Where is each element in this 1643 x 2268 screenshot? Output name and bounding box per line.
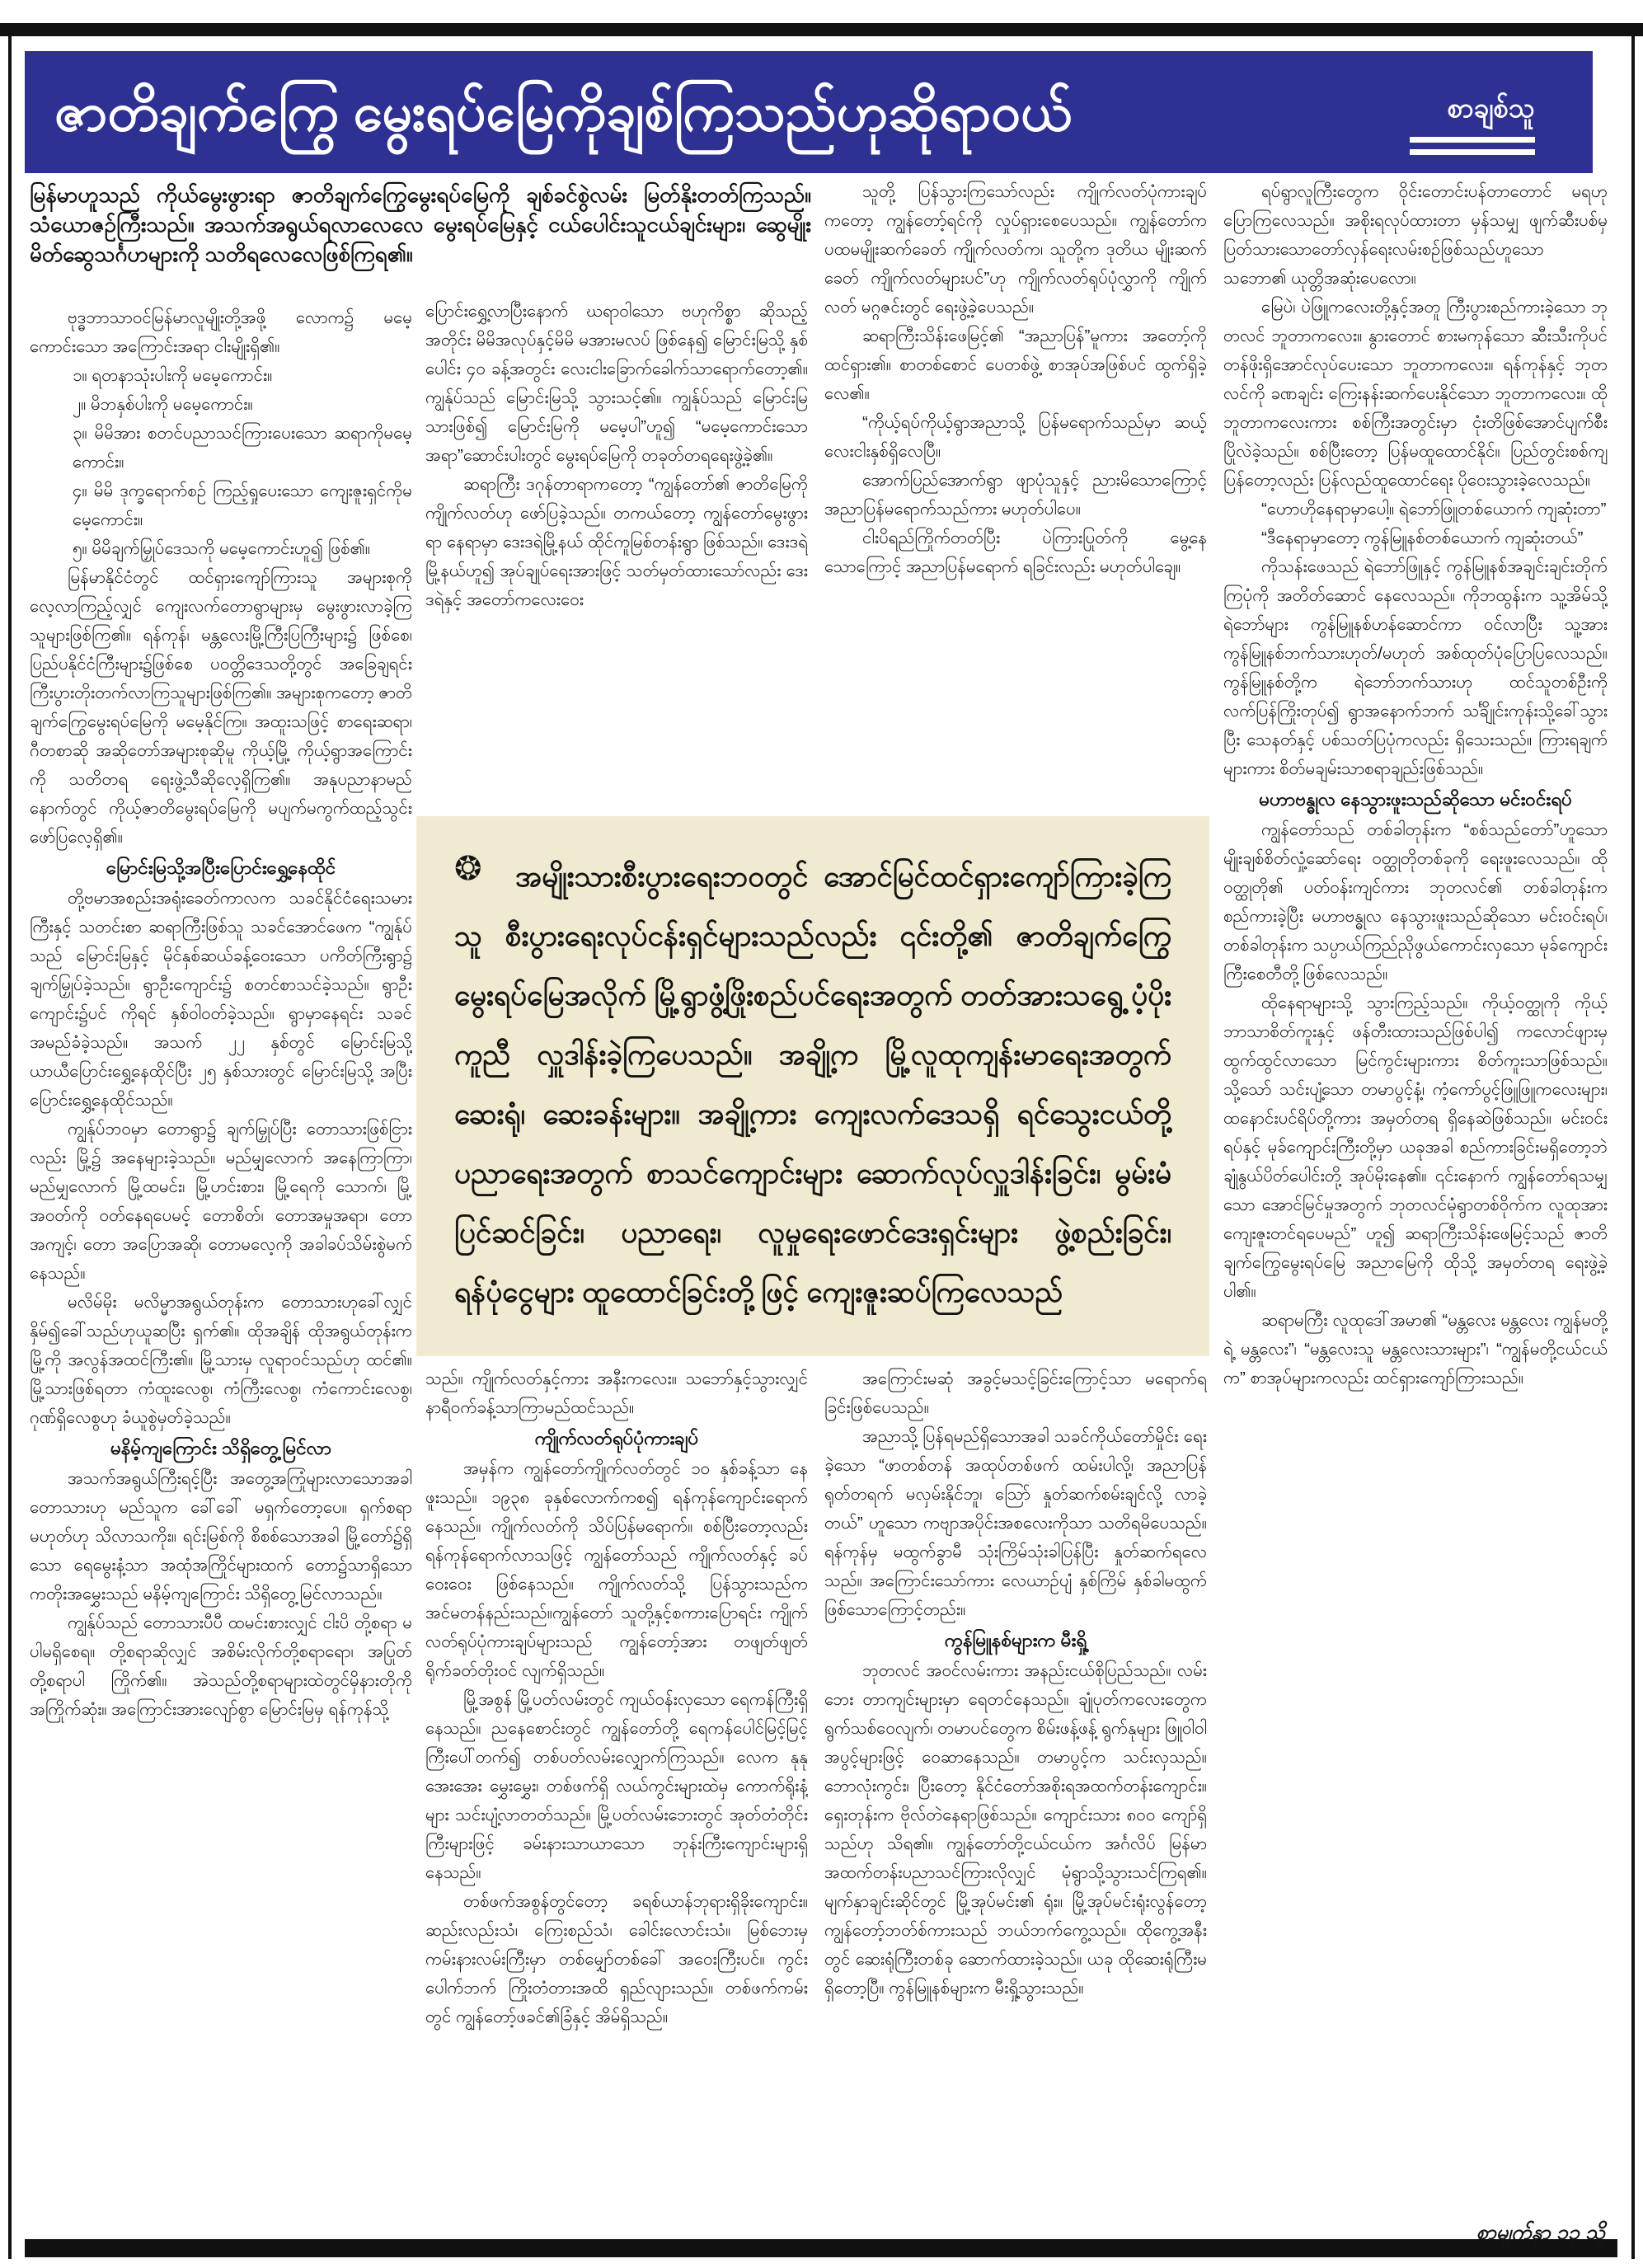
section-heading: မဟာဗန္ဓုလ နေသွားဖူးသည်ဆိုသော မင်းဝင်းရပ်	[1259, 789, 1572, 810]
column-2-lower	[425, 1364, 808, 2234]
section-heading: ကျိုက်လတ်ရုပ်ပုံကားချပ်	[534, 1428, 699, 1449]
paragraph: ကိုသန်းဖေသည် ရဲဘော်ဖြူနှင့် ကွန်မြူနစ်အချင်းချင်းတိုက်ကြပုံကို အတိတ်ဆောင် နေလေသည်။ ကိုဘထွန်းက သူ့အိမ်သို့ ရဲဘော်များ ကွန်မြူနစ်ဟန်ဆောင်ကာ ဝင်လာပြီး သူ့အား ကွန်မြူနစ်ဘက်သားဟုတ်/မဟုတ် အစ်ထုတ်ပုံပြောပြလေသည်။ ကွန်မြူနစ်တို့က ရဲဘော်ဘက်သားဟု ထင်သူတစ်ဦးကို လက်ပြန်ကြိုးတုပ်၍ ရွာအနောက်ဘက် သင်္ချိုင်းကုန်းသို့ခေါ်သွားပြီး သေနတ်နှင့် ပစ်သတ်ပြပုံကလည်း ရှိသေးသည်။ ကြားရချက်များကား စိတ်မချမ်းသာစရာချည်းဖြစ်သည်။	[1223, 557, 1608, 778]
paragraph: အညာသို့ ပြန်ရမည်ရှိသောအခါ သခင်ကိုယ်တော်မှိုင်း ရေးခဲ့သော “ဖာတစ်တန် အထုပ်တစ်ဖက် ထမ်းပါလို့၊ အညာပြန် ရုတ်တရက် မလှမ်းနိုင်ဘူ၊ သြော် နှုတ်ဆက်စမ်းချင်လို့ လာခဲ့တယ်” ဟူသော ကဗျာအပိုင်းအစလေးကိုသာ သတိရမိပေသည်။ ရန်ကုန်မှ မထွက်ခွာမီ သုံးကြိမ်သုံးခါပြန်ပြီး နှုတ်ဆက်ရလေသည်။ အကြောင်းသော်ကား လေယာဉ်ပျံ နှစ်ကြိမ် နှစ်ခါမထွက်ဖြစ်သောကြောင့်တည်း။	[824, 1427, 1207, 1619]
pull-quote-text	[454, 848, 1171, 1322]
paragraph: အမှန်က ကျွန်တော်ကျိုက်လတ်တွင် ၁၀ နှစ်ခန့်သာ နေဖူးသည်။ ၁၉၃၈ ခုနှစ်လောက်ကစ၍ ရန်ကုန်ကျောင်းရောက်နေသည်။ ကျိုက်လတ်ကို သိပ်ပြန်မရောက်။ စစ်ပြီးတော့လည်း ရန်ကုန်ရောက်လာသဖြင့် ကျွန်တော်သည် ကျိုက်လတ်နှင့် ခပ်ဝေးဝေး ဖြစ်နေသည်။ ကျိုက်လတ်သို့ ပြန်သွားသည်က အင်မတန်နည်းသည်။ကျွန်တော် သူတို့နှင့်စကားပြောရင်း ကျိုက်လတ်ရုပ်ပုံကားချပ်များသည် ကျွန်တော့်အား တဖျတ်ဖျတ်ရိုက်ခတ်တိုးဝင် လျက်ရှိသည်။	[425, 1459, 808, 1680]
section-heading: မနိမ့်ကျကြောင်း သိရှိတွေ့မြင်လာ	[110, 1438, 332, 1458]
byline: စာချစ်သူ	[1447, 92, 1535, 123]
list-item: ၄။ မိမိ ဒုက္ခရောက်စဉ် ကြည့်ရှုပေးသော ကျေးဇူးရှင်ကိုမမေ့ကောင်း။	[73, 481, 412, 529]
column-1	[30, 303, 412, 2233]
list-item: ၅။ မိမိချက်မြှုပ်ဒေသကို မမေ့ကောင်းဟူ၍ ဖြစ်၏။	[73, 539, 371, 558]
left-rule	[8, 36, 12, 2259]
paragraph: မလိမ်မိုး မလိမ္မာအရွယ်တုန်းက တောသားဟုခေါ်လျှင် နှိမ်၍ခေါ်သည်ဟုယူဆပြီး ရှက်၏။ ထိုအချိန် ထိုအရွယ်တုန်းက မြို့ကို အလွန်အထင်ကြီး၏။ မြို့သားမှ လူရာဝင်သည်ဟု ထင်၏။ မြို့သားဖြစ်ရတာ ကံထူးလေစွ၊ ကံကြီးလေစွ၊ ကံကောင်းလေစွ၊ ဂုဏ်ရှိလေစွဟု ခံယူစွဲမှတ်ခဲ့သည်။	[30, 1293, 412, 1427]
right-rule	[1631, 36, 1635, 2259]
paragraph: ငါးပိရည်ကြိုက်တတ်ပြီး ပဲကြားပြုတ်ကို မွေ့နေသောကြောင့် အညာပြန်မရောက် ရခြင်းလည်း မဟုတ်ပါချေ။	[824, 528, 1207, 576]
flower-bullet-icon: ❂	[454, 851, 482, 887]
list-item: ၃။ မိမိအား စတင်ပညာသင်ကြားပေးသော ဆရာကိုမမေ့ကောင်း။	[73, 424, 412, 472]
paragraph: ဘုတလင် အဝင်လမ်းကား အနည်းငယ်စိုပြည်သည်။ လမ်းဘေး တာကျင်းများမှာ ရေတင်နေသည်။ ချုံပုတ်ကလေးတွေက ရွက်သစ်ဝေလျက်၊ တမာပင်တွေက စိမ်းဖန့်ဖန့် ရွက်နုများ ဖြူဝါဝါအပွင့်များဖြင့် ဝေဆာနေသည်။ တမာပွင့်က သင်းလှသည်။ ဘောလုံးကွင်း၊ ပြီးတော့ နိုင်ငံတော်အစိုးရအထက်တန်းကျောင်း။ ရှေးတုန်းက ဗိုလ်တဲနေရာဖြစ်သည်။ ကျောင်းသား ၈၀၀ ကျော်ရှိသည်ဟု သိရ၏။ ကျွန်တော်တို့ငယ်ငယ်က အင်္ဂလိပ် မြန်မာအထက်တန်းပညာသင်ကြားလိုလျှင် မုံရွာသို့သွားသင်ကြရ၏။ မျက်နှာချင်းဆိုင်တွင် မြို့အုပ်မင်း၏ ရုံး။ မြို့အုပ်မင်းရုံးလွန်တော့ ကျွန်တော့်ဘတ်စ်ကားသည် ဘယ်ဘက်ကွေ့သည်။ ထိုကွေ့အနီးတွင် ဆေးရုံကြီးတစ်ခု ဆောက်ထားခဲ့သည်။ ယခု ထိုဆေးရုံကြီးမရှိတော့ပြီ။ ကွန်မြူနစ်များက မီးရှို့သွားသည်။	[824, 1661, 1207, 1998]
paragraph: သည်။ ကျိုက်လတ်နှင့်ကား အနီးကလေး။ သဘော်နှင့်သွားလျှင် နာရီဝက်ခန့်သာကြာမည်ထင်သည်။	[425, 1369, 808, 1417]
paragraph: အကြောင်းမဆုံ အခွင့်မသင့်ခြင်းကြောင့်သာ မရောက်ရခြင်းဖြစ်ပေသည်။	[824, 1369, 1207, 1417]
header-banner	[25, 51, 1593, 173]
paragraph: တို့ဗမာအစည်းအရုံးခေတ်ကာလက သခင်နိုင်ငံရေးသမားကြီးနှင့် သတင်းစာ ဆရာကြီးဖြစ်သူ သခင်အောင်ဖေက “ကျွန်ုပ်သည် မြောင်းမြနှင့် မိုင်နှစ်ဆယ်ခန့်ဝေးသော ပကိတ်ကြီးရွာ၌ ချက်မြှုပ်ခဲ့သည်။ ရွာဦးကျောင်း၌ စတင်စာသင်ခဲ့သည်။ ရွာဦးကျောင်း၌ပင် ကိုရင် နှစ်ဝါဝတ်ခဲ့သည်။ ရွာမှာနေရင်း သခင်အမည်ခံခဲ့သည်။ အသက် ၂၂ နှစ်တွင် မြောင်းမြသို့ ယာယီပြောင်းရွှေ့နေထိုင်ပြီး ၂၅ နှစ်သားတွင် မြောင်းမြသို့ အပြီးပြောင်းရွှေ့နေထိုင်သည်။	[30, 889, 412, 1110]
paragraph: ဆရာကြီးသိန်းဖေမြင့်၏ “အညာပြန်”မူကား အတော့်ကို ထင်ရှား၏။ စာတစ်စောင် ပေတစ်ဖွဲ့ စာအုပ်အဖြစ်ပင် ထွက်ရှိခဲ့လေ၏။	[824, 326, 1207, 403]
paragraph: ဗုဒ္ဓဘာသာဝင်မြန်မာလူမျိုးတို့အဖို့ လောက၌ မမေ့ကောင်းသော အကြောင်းအရာ ငါးမျိုးရှိ၏။	[30, 308, 412, 356]
list-item: ၂။ မိဘနှစ်ပါးကို မမေ့ကောင်း။	[73, 395, 253, 414]
column-3-upper	[824, 177, 1207, 808]
paragraph: ကျွန်တော်သည် တစ်ခါတုန်းက “စစ်သည်တော်”ဟူသော မျိုးချစ်စိတ်လှုံ့ဆော်ရေး ဝတ္ထုတိုတစ်ခုကို ရေးဖူးလေသည်။ ထိုဝတ္ထုတို၏ ပတ်ဝန်းကျင်ကား ဘုတလင်၏ တစ်ခါတုန်းက စည်ကားခဲ့ပြီး မဟာဗန္ဓုလ နေသွားဖူးသည်ဆိုသော မင်းဝင်းရပ်၊ တစ်ခါတုန်းက သပ္ပာယ်ကြည်ညိုဖွယ်ကောင်းလှသော မုခ်ကျောင်းကြီးစေတီတို့ဖြစ်လေသည်။	[1223, 820, 1608, 984]
byline-underline-bottom	[1410, 149, 1535, 155]
paragraph: မြန်မာနိုင်ငံတွင် ထင်ရှားကျော်ကြားသူ အများစုကို လေ့လာကြည့်လျှင် ကျေးလက်တောရွာများမှ မွေးဖွားလာခဲ့ကြသူများဖြစ်ကြ၏။ ရန်ကုန်၊ မန္တလေးမြို့ကြီးပြကြီးများ၌ ဖြစ်စေ၊ ပြည်ပနိုင်ငံကြီးများ၌ဖြစ်စေ ပဝတ္တိဒေသတို့တွင် အခြေချရင်း ကြီးပွားတိုးတက်လာကြသူများဖြစ်ကြ၏။ အများစုကတော့ ဇာတိချက်ကြွေမွေးရပ်မြေကို မမေ့နိုင်ကြ။ အထူးသဖြင့် စာရေးဆရာ၊ ဂီတစာဆို အဆိုတော်အများစုဆိုမူ ကိုယ့်မြို့ ကိုယ့်ရွာအကြောင်းကို သတိတရ ရေးဖွဲ့သီဆိုလေ့ရှိကြ၏။ အနုပညာနာမည်နောက်တွင် ကိုယ့်ဇာတိမွေးရပ်မြေကို မပျက်မကွက်ထည့်သွင်းဖော်ပြလေ့ရှိ၏။	[30, 568, 412, 847]
paragraph: ထိုနေရာများသို့ သွားကြည့်သည်။ ကိုယ့်ဝတ္ထုကို ကိုယ့်ဘာသာစိတ်ကူးနှင့် ဖန်တီးထားသည်ဖြစ်ပါ၍ ကလောင်ဖျားမှ ထွက်ထွင်လာသော မြင်ကွင်းများကား စိတ်ကူးသာဖြစ်သည်။ သို့သော် သင်းပျံ့သော တမာပွင့်နံ့၊ ကံ့ကော်ပွင့်ဖြူဖြူကလေးများ၊ ထနောင်းပင်ရိပ်တို့ကား အမှတ်တရ ရှိနေဆဲဖြစ်သည်။ မင်းဝင်းရပ်နှင့် မုခ်ကျောင်းကြီးတို့မှာ ယခုအခါ စည်ကားခြင်းမရှိတော့ဘဲ ချုံနွယ်ပိတ်ပေါင်းတို့ အုပ်မိုးနေ၏။ ၎င်းနောက် ကျွန်တော်ရသမျှသော အောင်မြင်မှုအတွက် ဘုတလင်မုံရွာတစ်ဝိုက်က လူထုအား ကျေးဇူးတင်ရပေမည်” ဟူ၍ ဆရာကြီးသိန်းဖေမြင့်သည် ဇာတိချက်ကြွေမွေးရပ်မြေ အညာမြေကို ထိုသို့ အမှတ်တရ ရေးဖွဲ့ခဲ့ပါ၏။	[1223, 993, 1608, 1301]
page-title: ဇာတိချက်ကြွေ မွေးရပ်မြေကိုချစ်ကြသည်ဟုဆိုရာဝယ်	[54, 82, 1073, 142]
paragraph: ကျွန်ုပ်ဘဝမှာ တောရွာ၌ ချက်မြှုပ်ပြီး တောသားဖြစ်ငြားလည်း မြို့၌ အနေများခဲ့သည်။ မည်မျှလောက် အနေကြာကြာ၊ မည်မျှလောက် မြို့ထမင်း၊ မြို့ဟင်းစား၊ မြို့ရေကို သောက်၊ မြို့အဝတ်ကို ဝတ်နေရပေမင့် တောစိတ်၊ တောအမှုအရာ၊ တောအကျင့်၊ တော အပြောအဆို၊ တောမလေ့ကို အခါခပ်သိမ်းစွဲမက်နေသည်။	[30, 1120, 412, 1283]
paragraph: “ကိုယ့်ရပ်ကိုယ့်ရွာအညာသို့ ပြန်မရောက်သည်မှာ ဆယ့်လေးငါးနှစ်ရှိလေပြီ။	[824, 413, 1207, 461]
column-4	[1223, 177, 1608, 2189]
paragraph: မြေပဲ၊ ပဲဖြူကလေးတို့နှင့်အတူ ကြီးပွားစည်ကားခဲ့သော ဘုတလင် ဘူတာကလေး။ နွားတောင် စားမကုန်သော ဆီးသီးကိုပင် တန်ဖိုးရှိအောင်လုပ်ပေးသော ဘူတာကလေး။ ရန်ကုန်နှင့် ဘုတလင်ကို ခဏချင်း ကြေးနန်းဆက်ပေးနိုင်သော ဘူတာကလေး။ ထိုဘူတာကလေးကား စစ်ကြီးအတွင်းမှာ ငုံးတိဖြစ်အောင်ပျက်စီးပြိုလဲခဲ့သည်။ စစ်ပြီးတော့ ပြန်မထူထောင်နိုင်။ ပြည်တွင်းစစ်ကျပြန်တော့လည်း ပြန်လည်ထူထောင်ရေး ပိုဝေးသွားခဲ့လေသည်။	[1223, 298, 1608, 490]
section-heading: မြောင်းမြသို့အပြီးပြောင်းရွှေ့နေထိုင်	[106, 857, 336, 878]
paragraph: ကျွန်ုပ်သည် တောသားပီပီ ထမင်းစားလျှင် ငါးပိ တို့စရာ မပါမရှိစေရ။ တို့စရာဆိုလျှင် အစိမ်းလိုက်တို့စရာရော၊ အပြုတ်တို့စရာပါ ကြိုက်၏။ အဲသည်တို့စရာများထဲတွင်မှိနားတိုကို အကြိုက်ဆုံး။ အကြောင်းအားလျော်စွာ မြောင်းမြမှ ရန်ကုန်သို့	[30, 1613, 412, 1719]
continued-on-page-note: စာမျက်နှာ ၁၃ သို့	[1476, 2221, 1605, 2244]
section-heading: ကွန်မြူနစ်များက မီးရှို့	[944, 1630, 1087, 1651]
paragraph: အောက်ပြည်အောက်ရွာ ဖျာပုံသူနှင့် ညားမိသောကြောင့် အညာပြန်မရောက်သည်ကား မဟုတ်ပါပေ။	[824, 471, 1207, 519]
paragraph: ရပ်ရွာလူကြီးတွေက ဝိုင်းတောင်းပန်တာတောင် မရဟု ပြောကြလေသည်။ အစိုးရလုပ်ထားတာ မှန်သမျှ ဖျက်ဆီးပစ်မှ ပြတ်သားသောတော်လှန်ရေးလမ်းစဉ်ဖြစ်သည်ဟူသော သဘော၏ ယုတ္တိအဆုံးပေလော။	[1223, 182, 1608, 288]
pull-quote-box	[416, 816, 1209, 1356]
paragraph: မြို့အစွန် မြို့ပတ်လမ်းတွင် ကျယ်ဝန်းလှသော ရေကန်ကြီးရှိနေသည်။ ညနေစောင်းတွင် ကျွန်တော်တို့ ရေကန်ပေါင်မြင့်မြင့်ကြီးပေါ်တက်၍ တစ်ပတ်လမ်းလျှောက်ကြသည်။ လေက နုနုအေးအေး မွှေးမွှေး၊ တစ်ဖက်ရှိ လယ်ကွင်းများထဲမှ ကောက်ရိုးနံ့များ သင်းပျံ့လာတတ်သည်။ မြို့ပတ်လမ်းဘေးတွင် အုတ်တံတိုင်းကြီးများဖြင့် ခမ်းနားသာယာသော ဘုန်းကြီးကျောင်းများရှိနေသည်။	[425, 1690, 808, 1882]
byline-underline-top	[1410, 137, 1535, 143]
paragraph: “ဟောဟိုနေရာမှာပေါ့။ ရဲဘော်ဖြူတစ်ယောက် ကျဆုံးတာ”	[1261, 500, 1607, 519]
paragraph: “ဒီနေရာမှာတော့ ကွန်မြူနစ်တစ်ယောက် ကျဆုံးတယ်”	[1261, 528, 1584, 547]
bottom-rule	[25, 2239, 1617, 2257]
intro-paragraph: မြန်မာဟူသည် ကိုယ်မွေးဖွားရာ ဇာတိချက်ကြွေမွေးရပ်မြေကို ချစ်ခင်စွဲလမ်း မြတ်နိုးတတ်ကြသည်။ သံယောဇဉ်ကြီးသည်။ အသက်အရွယ်ရလာလေလေ မွေးရပ်မြေနှင့် ငယ်ပေါင်းသူငယ်ချင်းများ၊ ဆွေမျိုး မိတ်ဆွေသင်္ဂဟများကို သတိရလေလေဖြစ်ကြရ၏။	[30, 182, 811, 266]
paragraph: ဆရာမကြီး လူထုဒေါ်အမာ၏ “မန္တလေး မန္တလေး ကျွန်မတို့ရဲ့ မန္တလေး”၊ “မန္တလေးသူ မန္တလေးသားများ”၊ “ကျွန်မတို့ငယ်ငယ်က” စာအုပ်များကလည်း ထင်ရှားကျော်ကြားသည်။	[1223, 1311, 1608, 1388]
column-3-lower	[824, 1364, 1207, 2234]
column-2-upper	[425, 297, 808, 808]
paragraph: ပြောင်းရွှေ့လာပြီးနောက် ဃရာဝါသော ဗဟုကိစ္စာ ဆိုသည့်အတိုင်း မိမိအလုပ်နှင့်မိမိ မအားမလပ် ဖြစ်နေ၍ မြောင်းမြသို့ နှစ်ပေါင်း ၄၀ ခန့်အတွင်း လေးငါးခြောက်ခေါက်သာရောက်တော့၏။ ကျွန်ုပ်သည် မြောင်းမြသို့ သွားသင့်၏။ ကျွန်ုပ်သည် မြောင်းမြသားဖြစ်၍ မြောင်းမြကို မမေ့ပါ”ဟူ၍ “မမေ့ကောင်းသောအရာ”ဆောင်းပါးတွင် မွေးရပ်မြေကို တခုတ်တရရေးဖွဲ့ခဲ့၏။	[425, 302, 808, 465]
top-rule	[0, 23, 1643, 36]
paragraph: သူတို့ ပြန်သွားကြသော်လည်း ကျိုက်လတ်ပုံကားချပ်ကတော့ ကျွန်တော့်ရင်ကို လှုပ်ရှားစေပေသည်။ ကျွန်တော်က ပထမမျိုးဆက်ခေတ် ကျိုက်လတ်က၊ သူတို့က ဒုတိယ မျိုးဆက်ခေတ် ကျိုက်လတ်များပင်”ဟု ကျိုက်လတ်ရုပ်ပုံလွှာကို ကျိုက်လတ် မဂ္ဂဇင်းတွင် ရေးဖွဲ့ခဲ့ပေသည်။	[824, 182, 1207, 317]
paragraph: တစ်ဖက်အစွန်တွင်တော့ ခရစ်ယာန်ဘုရားရှိခိုးကျောင်း။ ဆည်းလည်းသံ၊ ကြေးစည်သံ၊ ခေါင်းလောင်းသံ။ မြစ်ဘေးမှ ကမ်းနားလမ်းကြီးမှာ တစ်မျှော်တစ်ခေါ် အဝေးကြီးပင်။ ကွင်းပေါက်ဘက် ကြိုးတံတားအထိ ရှည်လျားသည်။ တစ်ဖက်ကမ်းတွင် ကျွန်တော့်ဖခင်၏ခြံနှင့် အိမ်ရှိသည်။	[425, 1892, 808, 2026]
paragraph: အသက်အရွယ်ကြီးရင့်ပြီး အတွေ့အကြုံများလာသောအခါ တောသားဟု မည်သူက ခေါ်ခေါ် မရှက်တော့ပေ။ ရှက်စရာမဟုတ်ဟု သိလာသကိုး။ ရင်းမြစ်ကို စိစစ်သောအခါ မြို့တော်၌ရှိသော ရေမွေးနံ့သာ အထုံအကြိုင်များထက် တော၌သာရှိသော ကတိုးအမွှေးသည် မနိမ့်ကျကြောင်း သိရှိတွေ့မြင်လာသည်။	[30, 1469, 412, 1604]
paragraph: ဆရာကြီး ဒဂုန်တာရာကတော့ “ကျွန်တော်၏ ဇာတိမြေကို ကျိုက်လတ်ဟု ဖော်ပြခဲ့သည်။ တကယ်တော့ ကျွန်တော်မွေးဖွားရာ နေရာမှာ ဒေးဒရဲမြို့နယ် ထိုင်ကူမြစ်တန်းရွာ ဖြစ်သည်။ ဒေးဒရဲမြို့နယ်ဟူ၍ အုပ်ချုပ်ရေးအားဖြင့် သတ်မှတ်ထားသော်လည်း ဒေးဒရဲနှင့် အတော်ကလေးဝေး	[425, 475, 808, 609]
pull-quote-body: အမျိုးသားစီးပွားရေးဘဝတွင် အောင်မြင်ထင်ရှားကျော်ကြားခဲ့ကြသူ စီးပွားရေးလုပ်ငန်းရှင်များသည်လည်း ၎င်းတို့၏ ဇာတိချက်ကြွေမွေးရပ်မြေအလိုက် မြို့ရွာဖွံ့ဖြိုးစည်ပင်ရေးအတွက် တတ်အားသရွေ့ ပံ့ပိုးကူညီ လှူဒါန်းခဲ့ကြပေသည်။ အချို့က မြို့လူထုကျန်းမာရေးအတွက် ဆေးရုံ၊ ဆေးခန်းများ။ အချို့ကား ကျေးလက်ဒေသရှိ ရင်သွေးငယ်တို့ ပညာရေးအတွက် စာသင်ကျောင်းများ ဆောက်လုပ်လှူဒါန်းခြင်း၊ မွမ်းမံပြင်ဆင်ခြင်း၊ ပညာရေး၊ လူမှုရေးဖောင်ဒေးရှင်းများ ဖွဲ့စည်းခြင်း၊ ရန်ပုံငွေများ ထူထောင်ခြင်းတို့ဖြင့် ကျေးဇူးဆပ်ကြလေသည်	[454, 861, 1171, 1308]
list-item: ၁။ ရတနာသုံးပါးကို မမေ့ကောင်း။	[73, 366, 273, 385]
